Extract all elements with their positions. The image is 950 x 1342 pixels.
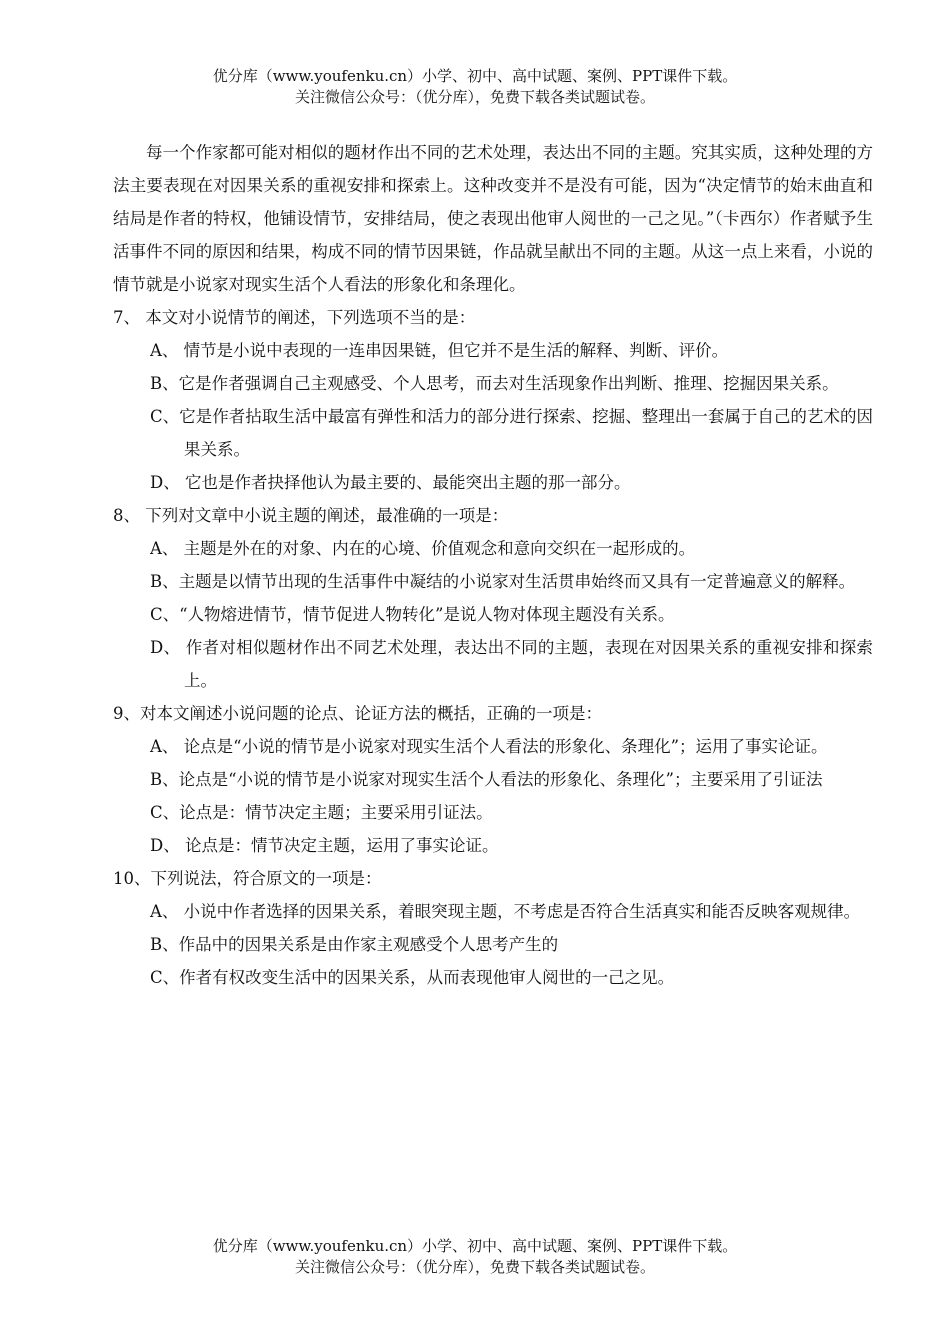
- passage-paragraph: 每一个作家都可能对相似的题材作出不同的艺术处理，表达出不同的主题。究其实质，这种处理的方法主要表现在对因果关系的重视安排和探索上。这种改变并不是没有可能，因为“决定情节的始末曲直和结局是作者的特权，他铺设情节，安排结局，使之表现出他审人阅世的一己之见。”（卡西尔）作者赋予生活事件不同的原因和结果，构成不同的情节因果链，作品就呈献出不同的主题。从这一点上来看，小说的情节就是小说家对现实生活个人看法的形象化和条理化。: [113, 143, 873, 294]
- option-a: A、 主题是外在的对象、内在的心境、价值观念和意向交织在一起形成的。: [150, 539, 696, 558]
- option-c: C、它是作者拈取生活中最富有弹性和活力的部分进行探索、挖掘、整理出一套属于自己的艺术的因果关系。: [150, 407, 873, 459]
- question-stem: 7、 本文对小说情节的阐述，下列选项不当的是：: [113, 308, 476, 327]
- option-b: B、论点是“小说的情节是小说家对现实生活个人看法的形象化、条理化”；主要采用了引证法: [150, 770, 823, 789]
- option-c: C、“人物熔进情节，情节促进人物转化”是说人物对体现主题没有关系。: [150, 605, 675, 624]
- option-b: B、作品中的因果关系是由作家主观感受个人思考产生的: [150, 935, 559, 954]
- header-line-2: 关注微信公众号：（优分库），免费下载各类试题试卷。: [294, 88, 655, 106]
- option-b: B、主题是以情节出现的生活事件中凝结的小说家对生活贯串始终而又具有一定普遍意义的解释。: [150, 572, 856, 591]
- question-10: [113, 862, 873, 994]
- option-a: A、 小说中作者选择的因果关系，着眼突现主题，不考虑是否符合生活真实和能否反映客观规律。: [150, 902, 861, 921]
- option-d: D、 它也是作者抉择他认为最主要的、最能突出主题的那一部分。: [150, 473, 631, 492]
- option-c: C、论点是：情节决定主题；主要采用引证法。: [150, 803, 493, 822]
- option-d: D、 作者对相似题材作出不同艺术处理，表达出不同的主题，表现在对因果关系的重视安排和探索上。: [150, 638, 873, 690]
- question-stem: 9、对本文阐述小说问题的论点、论证方法的概括，正确的一项是：: [113, 704, 602, 723]
- question-9: [113, 697, 873, 862]
- header-line-1: 优分库（www.youfenku.cn）小学、初中、高中试题、案例、PPT课件下载。: [212, 67, 738, 85]
- question-7: [113, 301, 873, 499]
- footer-line-2: 关注微信公众号：（优分库），免费下载各类试题试卷。: [294, 1258, 655, 1276]
- exam-content: [113, 136, 873, 994]
- question-8: [113, 499, 873, 697]
- footer-line-1: 优分库（www.youfenku.cn）小学、初中、高中试题、案例、PPT课件下载。: [212, 1237, 738, 1255]
- question-stem: 10、下列说法，符合原文的一项是：: [113, 869, 382, 888]
- option-a: A、 情节是小说中表现的一连串因果链，但它并不是生活的解释、判断、评价。: [150, 341, 729, 360]
- option-a: A、 论点是“小说的情节是小说家对现实生活个人看法的形象化、条理化”；运用了事实论证。: [150, 737, 828, 756]
- option-b: B、它是作者强调自己主观感受、个人思考，而去对生活现象作出判断、推理、挖掘因果关系。: [150, 374, 839, 393]
- page-footer: [0, 1236, 950, 1278]
- question-stem: 8、 下列对文章中小说主题的阐述，最准确的一项是：: [113, 506, 509, 525]
- option-c: C、作者有权改变生活中的因果关系，从而表现他审人阅世的一己之见。: [150, 968, 675, 987]
- page-header: [0, 66, 950, 108]
- option-d: D、 论点是：情节决定主题，运用了事实论证。: [150, 836, 499, 855]
